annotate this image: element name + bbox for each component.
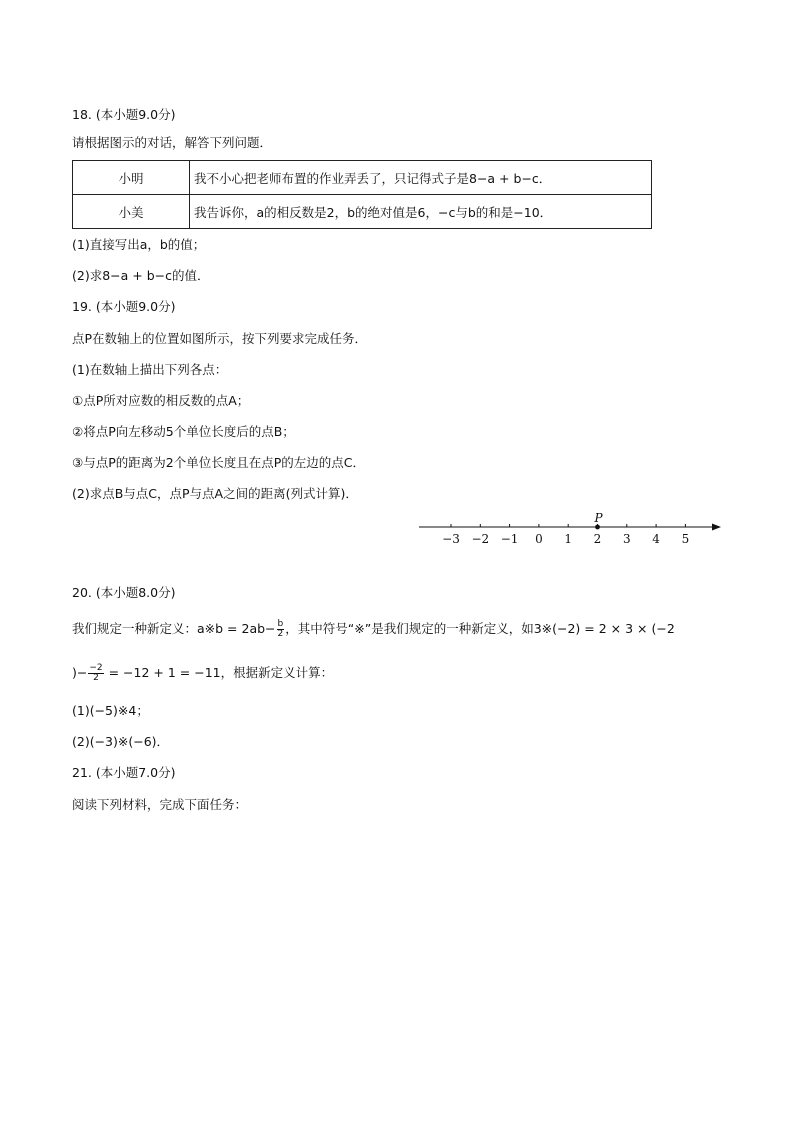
q20-example-fraction xyxy=(88,664,103,683)
axis-tick-label: 1 xyxy=(564,532,573,546)
point-p-marker xyxy=(595,525,600,530)
q19-part2: (2)求点B与点C，点P与点A之间的距离(列式计算)． xyxy=(72,486,358,501)
axis-tick-label: 3 xyxy=(622,532,631,546)
axis-tick-label: 5 xyxy=(681,532,690,546)
q18-header: 18. (本小题9.0分) xyxy=(72,107,176,122)
axis-tick-label: 2 xyxy=(593,532,602,546)
axis-tick-label: −1 xyxy=(500,532,519,546)
q19-item2: ②将点P向左移动5个单位长度后的点B； xyxy=(72,424,295,439)
fraction-denominator: 2 xyxy=(277,629,284,639)
q20-example xyxy=(72,664,333,683)
dialogue-table xyxy=(72,160,652,229)
q19-item1: ①点P所对应数的相反数的点A； xyxy=(72,393,250,408)
q20-part2: (2)(−3)※(−6)． xyxy=(72,734,170,749)
q20-def-end: ，其中符号“※”是我们规定的一种新定义，如3※(−2) = 2 × 3 × (−2 xyxy=(285,621,675,636)
q20-definition xyxy=(72,620,675,639)
q18-intro: 请根据图示的对话，解答下列问题． xyxy=(72,135,273,150)
table-row xyxy=(73,161,652,195)
q20-example-start: )− xyxy=(72,665,88,680)
axis-tick-label: 0 xyxy=(535,532,543,546)
speech-cell: 我告诉你，a的相反数是2，b的绝对值是6，−c与b的和是−10． xyxy=(190,195,652,229)
q20-def-start: 我们规定一种新定义： xyxy=(72,621,198,636)
axis-tick-label: 4 xyxy=(652,532,660,546)
speaker-cell: 小美 xyxy=(73,195,190,229)
speech-cell: 我不小心把老师布置的作业弄丢了，只记得式子是8−a + b−c． xyxy=(190,161,652,195)
q20-example-end: = −12 + 1 = −11，根据新定义计算： xyxy=(104,665,334,680)
number-line xyxy=(415,505,725,547)
axis-arrow-icon xyxy=(712,524,721,531)
q21-intro: 阅读下列材料，完成下面任务： xyxy=(72,797,248,812)
q19-intro: 点P在数轴上的位置如图所示，按下列要求完成任务． xyxy=(72,331,368,346)
point-p-label: P xyxy=(594,511,603,525)
fraction-numerator: b xyxy=(277,619,284,629)
speaker-cell: 小明 xyxy=(73,161,190,195)
fraction-numerator: −2 xyxy=(89,663,103,673)
q19-part1: (1)在数轴上描出下列各点： xyxy=(72,362,228,377)
q21-header: 21. (本小题7.0分) xyxy=(72,765,176,780)
axis-tick-label: −2 xyxy=(471,532,490,546)
q20-part1: (1)(−5)※4； xyxy=(72,703,149,718)
q18-part2: (2)求8−a + b−c的值． xyxy=(72,268,210,283)
q19-item3: ③与点P的距离为2个单位长度且在点P的左边的点C． xyxy=(72,455,365,470)
q20-def-fraction xyxy=(277,620,285,639)
q20-def-expr: a※b = 2ab− xyxy=(197,621,276,636)
q19-header: 19. (本小题9.0分) xyxy=(72,299,176,314)
q20-header: 20. (本小题8.0分) xyxy=(72,585,176,600)
table-row xyxy=(73,195,652,229)
q18-part1: (1)直接写出a，b的值； xyxy=(72,237,206,252)
axis-tick-label: −3 xyxy=(442,532,460,546)
fraction-denominator: 2 xyxy=(93,673,99,683)
